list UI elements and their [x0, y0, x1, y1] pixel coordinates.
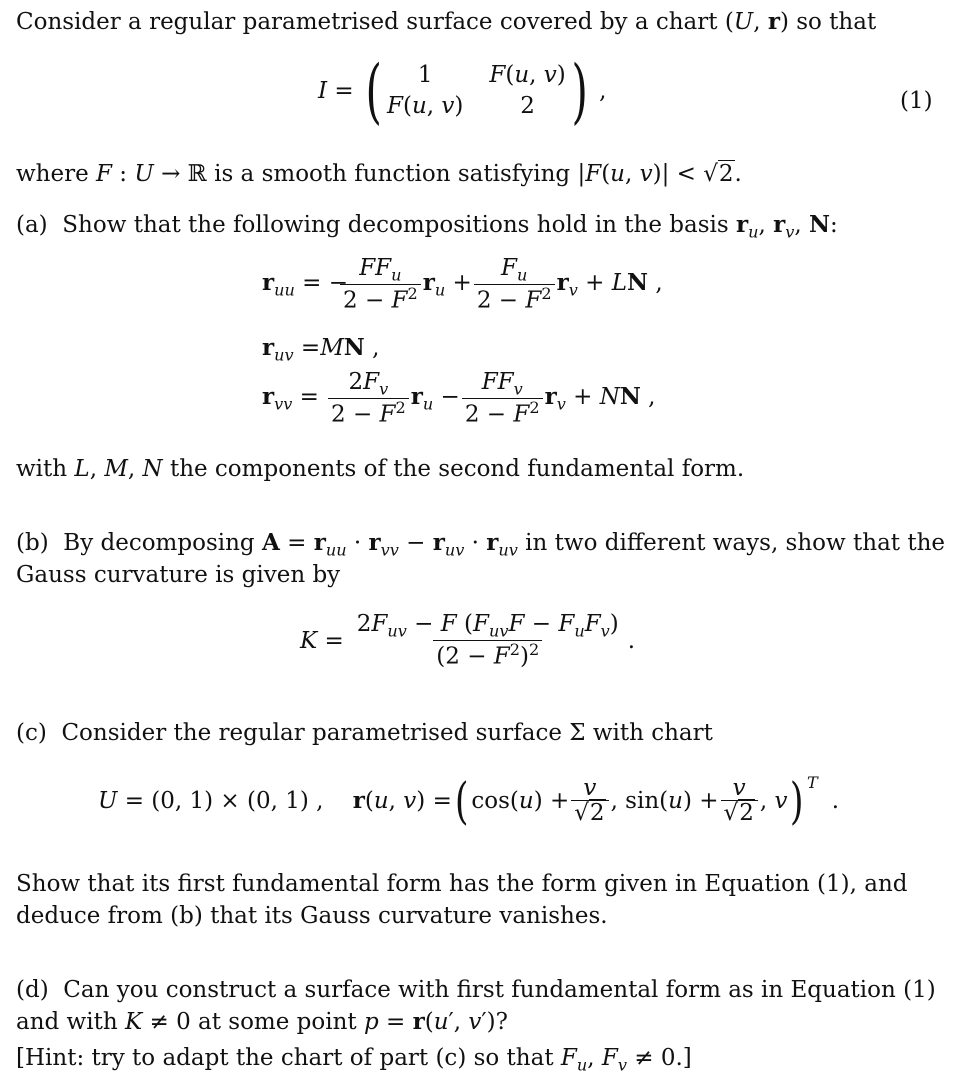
decomposition-rvv: $r_{vv}$ = $\frac{2F_v}{2 - F^2}$ $r_u$ − $\frac{FF_v}{2 - F^2}$ $r_v$ + NN , [262, 369, 656, 429]
matrix-entry-22: 2 [520, 93, 535, 119]
chart-definition: U = (0, 1) × (0, 1) , r(u, v) = ( cos(u) + $\frac{v}{√2}$ , sin(u) + $\frac{v}{√2}$ , v ) $^T$ . [98, 772, 840, 831]
equation-1: I = ( 1 F(u, v) F(u, v) 2 ) , [318, 50, 607, 132]
intro-line: Consider a regular parametrised surface covered by a chart (U, r) so that [16, 8, 877, 35]
part-d-line1: (d) Can you construct a surface with first fundamental form as in Equation (1) [16, 977, 936, 1003]
matrix-entry-21: F(u, v) [387, 93, 464, 119]
part-a-text: (a) Show that the following decompositions hold in the basis $r_u$, $r_v$, N: [16, 211, 838, 242]
part-c-after1: Show that its first fundamental form has the form given in Equation (1), and [16, 871, 908, 897]
part-c-line1: (c) Consider the regular parametrised surface Σ with chart [16, 720, 713, 746]
part-b-line1: (b) By decomposing $A = r_{uu} \cdot r_{vv} - r_{uv} \cdot r_{uv}$ in two different ways, show that the [16, 529, 946, 560]
intro-text-prefix: Consider a regular parametrised surface covered by a chart ( [16, 9, 734, 35]
part-b-line2: Gauss curvature is given by [16, 562, 341, 588]
matrix-entry-11: 1 [417, 62, 433, 89]
part-d-line2: and with K ≠ 0 at some point p = r(u′, v′)? [16, 1008, 508, 1035]
first-fundamental-form-matrix: ( 1 F(u, v) F(u, v) 2 ) [365, 50, 588, 132]
part-d-hint: [Hint: try to adapt the chart of part (c) so that $F_u$, $F_v \ne 0$.] [16, 1045, 692, 1075]
decomposition-ruu: $r_{uu}$ = − $\frac{FF_u}{2 - F^2}$ $r_u$ + $\frac{F_u}{2 - F^2}$ $r_v$ + LN , [262, 255, 663, 315]
part-c-after2: deduce from (b) that its Gauss curvature vanishes. [16, 903, 608, 929]
gauss-curvature-formula: K = $\frac{2F_{uv} - F (F_{uv}F - F_uF_v)}{(2 - F^2)^2}$ . [300, 611, 636, 671]
where-line: where F : U → ℝ is a smooth function satisfying |F(u, v)| < √2. [16, 161, 742, 187]
matrix-entry-12: F(u, v) [489, 62, 566, 89]
equation-number-1: (1) [900, 88, 933, 114]
part-a-after: with L, M, N the components of the second fundamental form. [16, 456, 745, 482]
decomposition-ruv: $r_{uv} =MN$ , [262, 334, 380, 365]
